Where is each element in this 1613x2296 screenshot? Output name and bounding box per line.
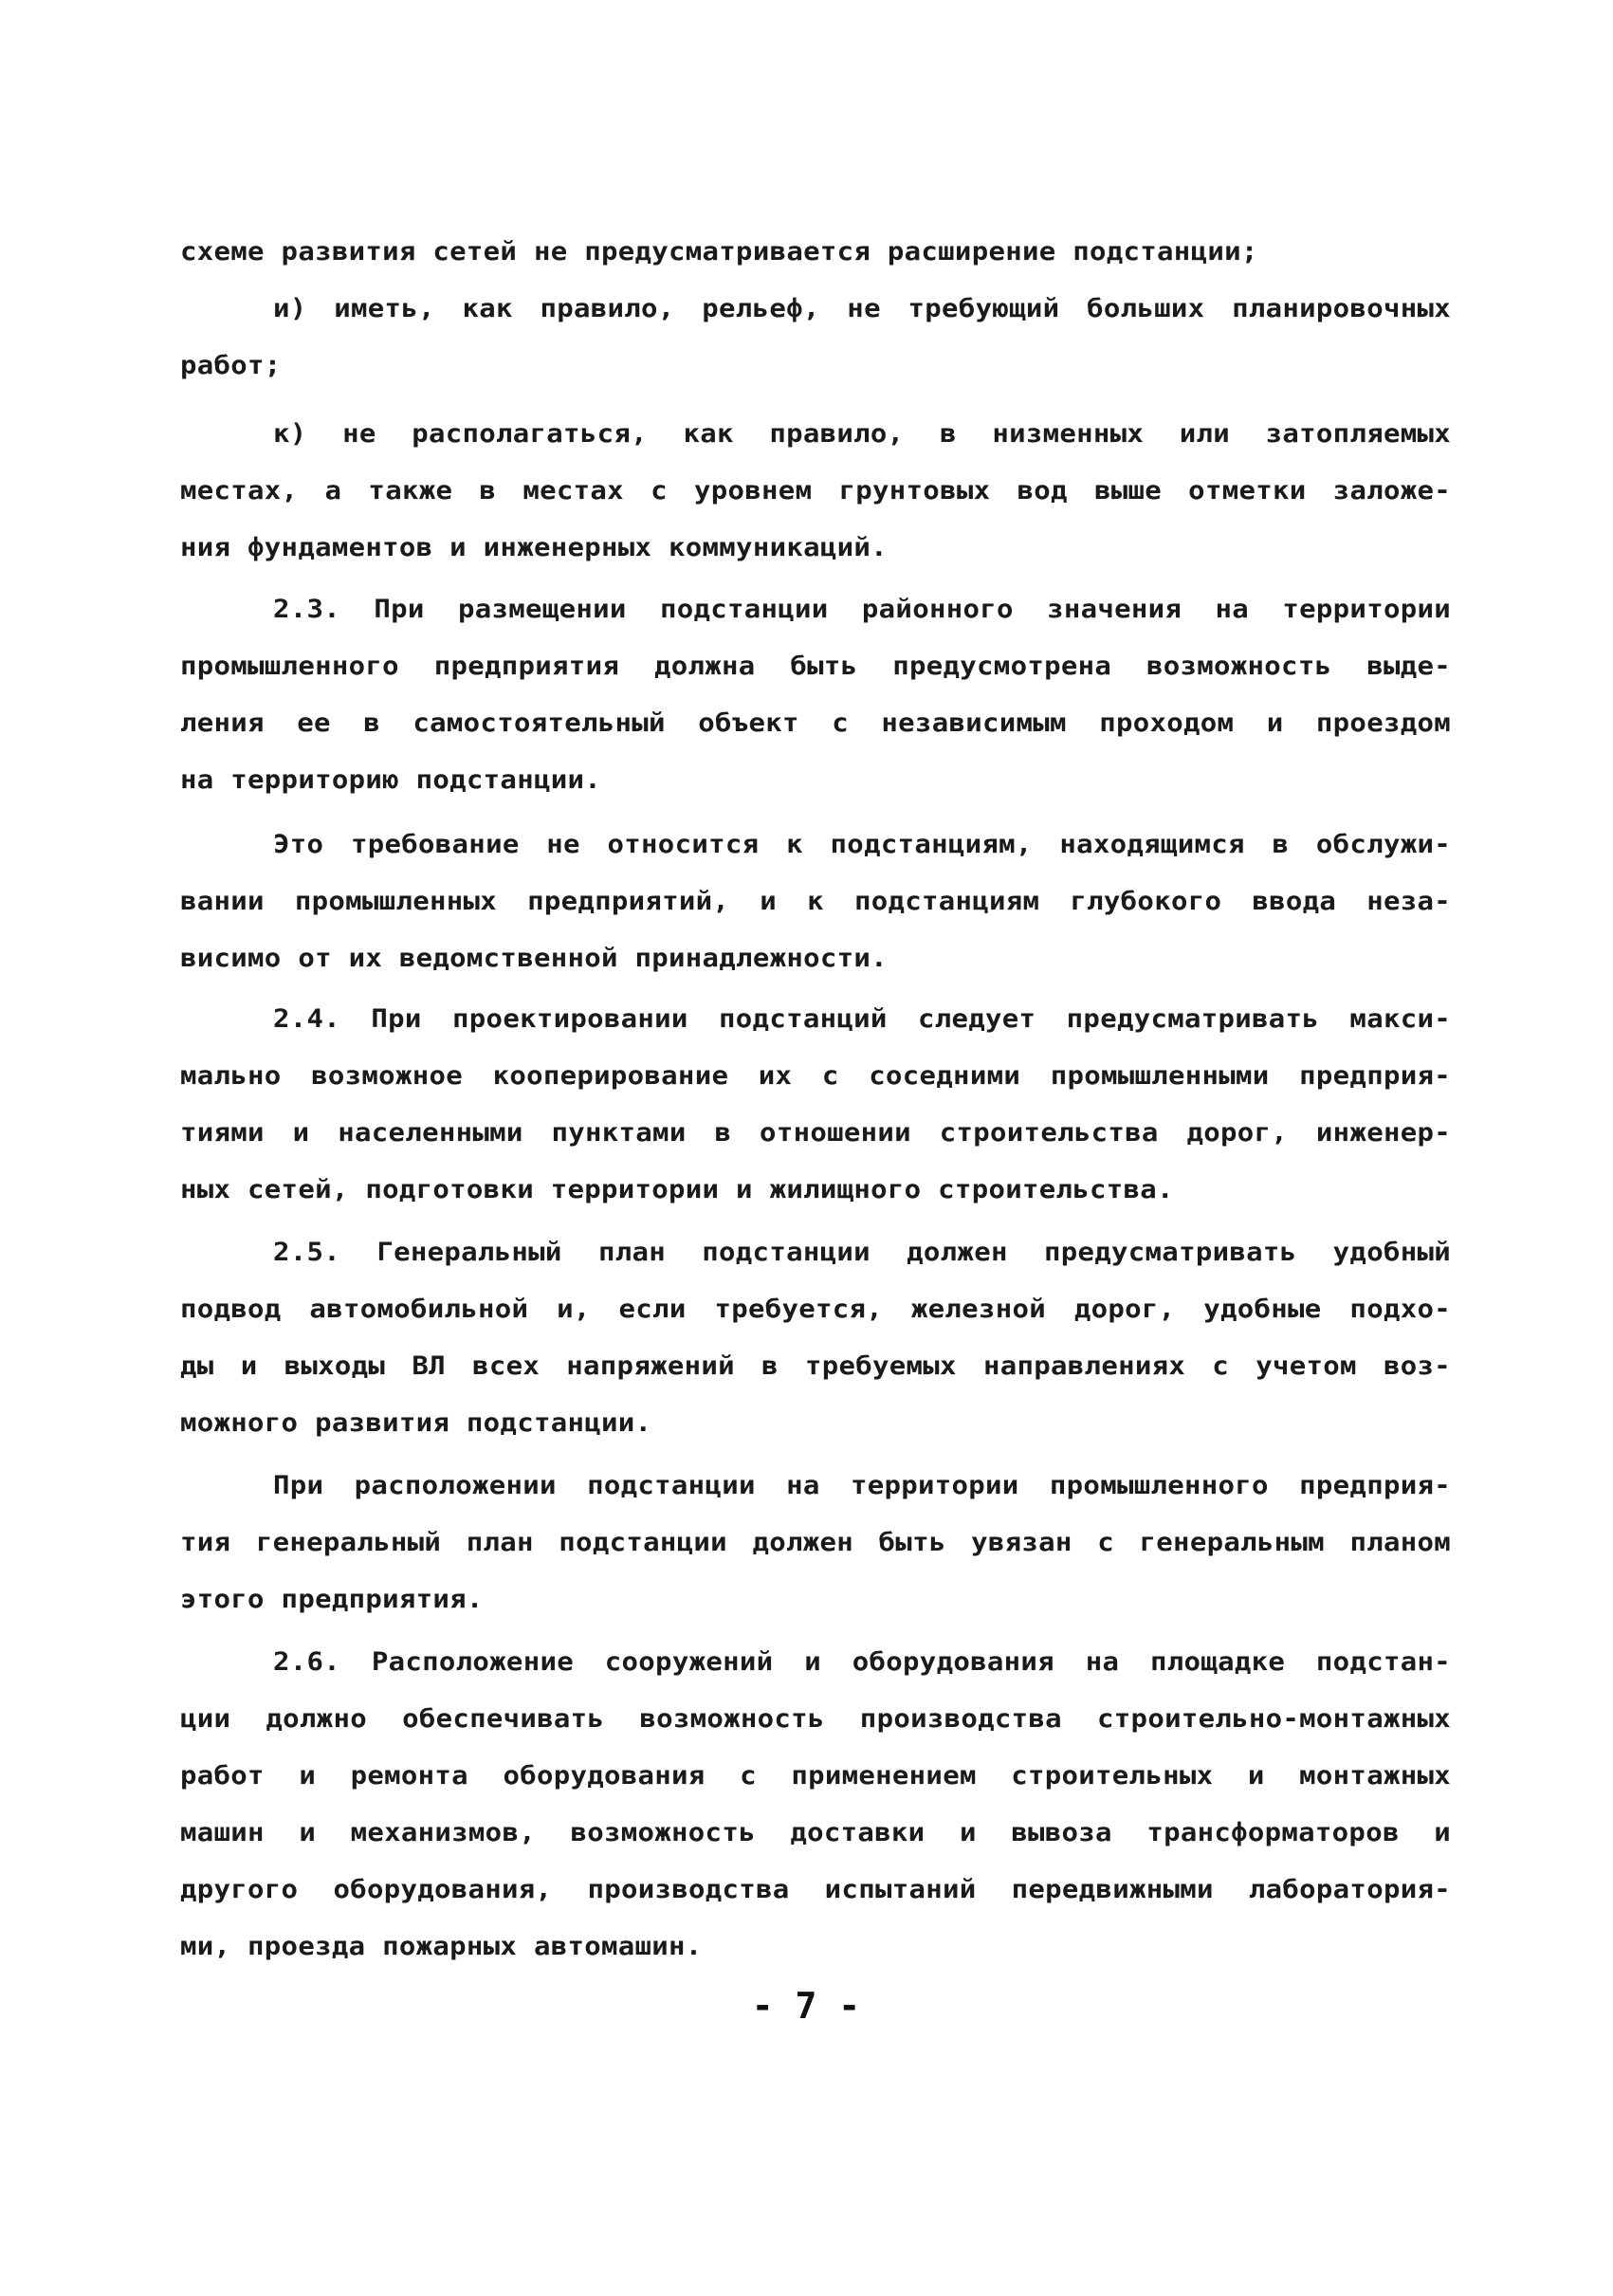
text-line: работ и ремонта оборудования с применением строительных и монтажных [180, 1760, 1451, 1791]
text-line: промышленного предприятия должна быть предусмотрена возможность выде- [180, 651, 1451, 681]
text-line: другого оборудования, производства испытаний передвижными лаборатория- [180, 1874, 1451, 1904]
text-line: можного развития подстанции. [180, 1407, 652, 1438]
text-line: и) иметь, как правило, рельеф, не требующий больших планировочных [273, 293, 1451, 323]
text-line: подвод автомобильной и, если требуется, железной дорог, удобные подхо- [180, 1294, 1451, 1324]
page-number: - 7 - [751, 1985, 861, 2027]
text-line: висимо от их ведомственной принадлежности. [180, 943, 888, 973]
text-line: тия генеральный план подстанции должен быть увязан с генеральным планом [180, 1527, 1451, 1557]
text-line: местах, а также в местах с уровнем грунтовых вод выше отметки заложе- [180, 475, 1451, 505]
text-line: ния фундаментов и инженерных коммуникаций. [180, 532, 888, 562]
text-line: на территорию подстанции. [180, 764, 601, 795]
text-line: ных сетей, подготовки территории и жилищного строительства. [180, 1174, 1174, 1204]
text-line: схеме развития сетей не предусматривается расширение подстанции; [180, 236, 1258, 266]
text-line: работ; [180, 350, 282, 380]
text-line: 2.4. При проектировании подстанций следует предусматривать макси- [273, 1003, 1451, 1034]
text-line: При расположении подстанции на территории промышленного предприя- [273, 1470, 1451, 1500]
text-line: к) не располагаться, как правило, в низменных или затопляемых [273, 418, 1451, 449]
text-line: вании промышленных предприятий, и к подстанциям глубокого ввода неза- [180, 886, 1451, 916]
text-line: этого предприятия. [180, 1584, 484, 1614]
text-line: 2.6. Расположение сооружений и оборудования на площадке подстан- [273, 1646, 1451, 1677]
text-line: тиями и населенными пунктами в отношении строительства дорог, инженер- [180, 1117, 1451, 1148]
text-line: Это требование не относится к подстанциям, находящимся в обслужи- [273, 829, 1451, 859]
text-line: 2.3. При размещении подстанции районного значения на территории [273, 594, 1451, 624]
text-line: машин и механизмов, возможность доставки и вывоза трансформаторов и [180, 1817, 1451, 1847]
text-line: ления ее в самостоятельный объект с независимым проходом и проездом [180, 707, 1451, 738]
text-line: ции должно обеспечивать возможность производства строительно-монтажных [180, 1703, 1451, 1734]
text-line: ды и выходы ВЛ всех напряжений в требуемых направлениях с учетом воз- [180, 1350, 1451, 1381]
text-line: ми, проезда пожарных автомашин. [180, 1931, 703, 1961]
text-line: мально возможное кооперирование их с соседними промышленными предприя- [180, 1060, 1451, 1091]
text-line: 2.5. Генеральный план подстанции должен предусматривать удобный [273, 1237, 1451, 1267]
